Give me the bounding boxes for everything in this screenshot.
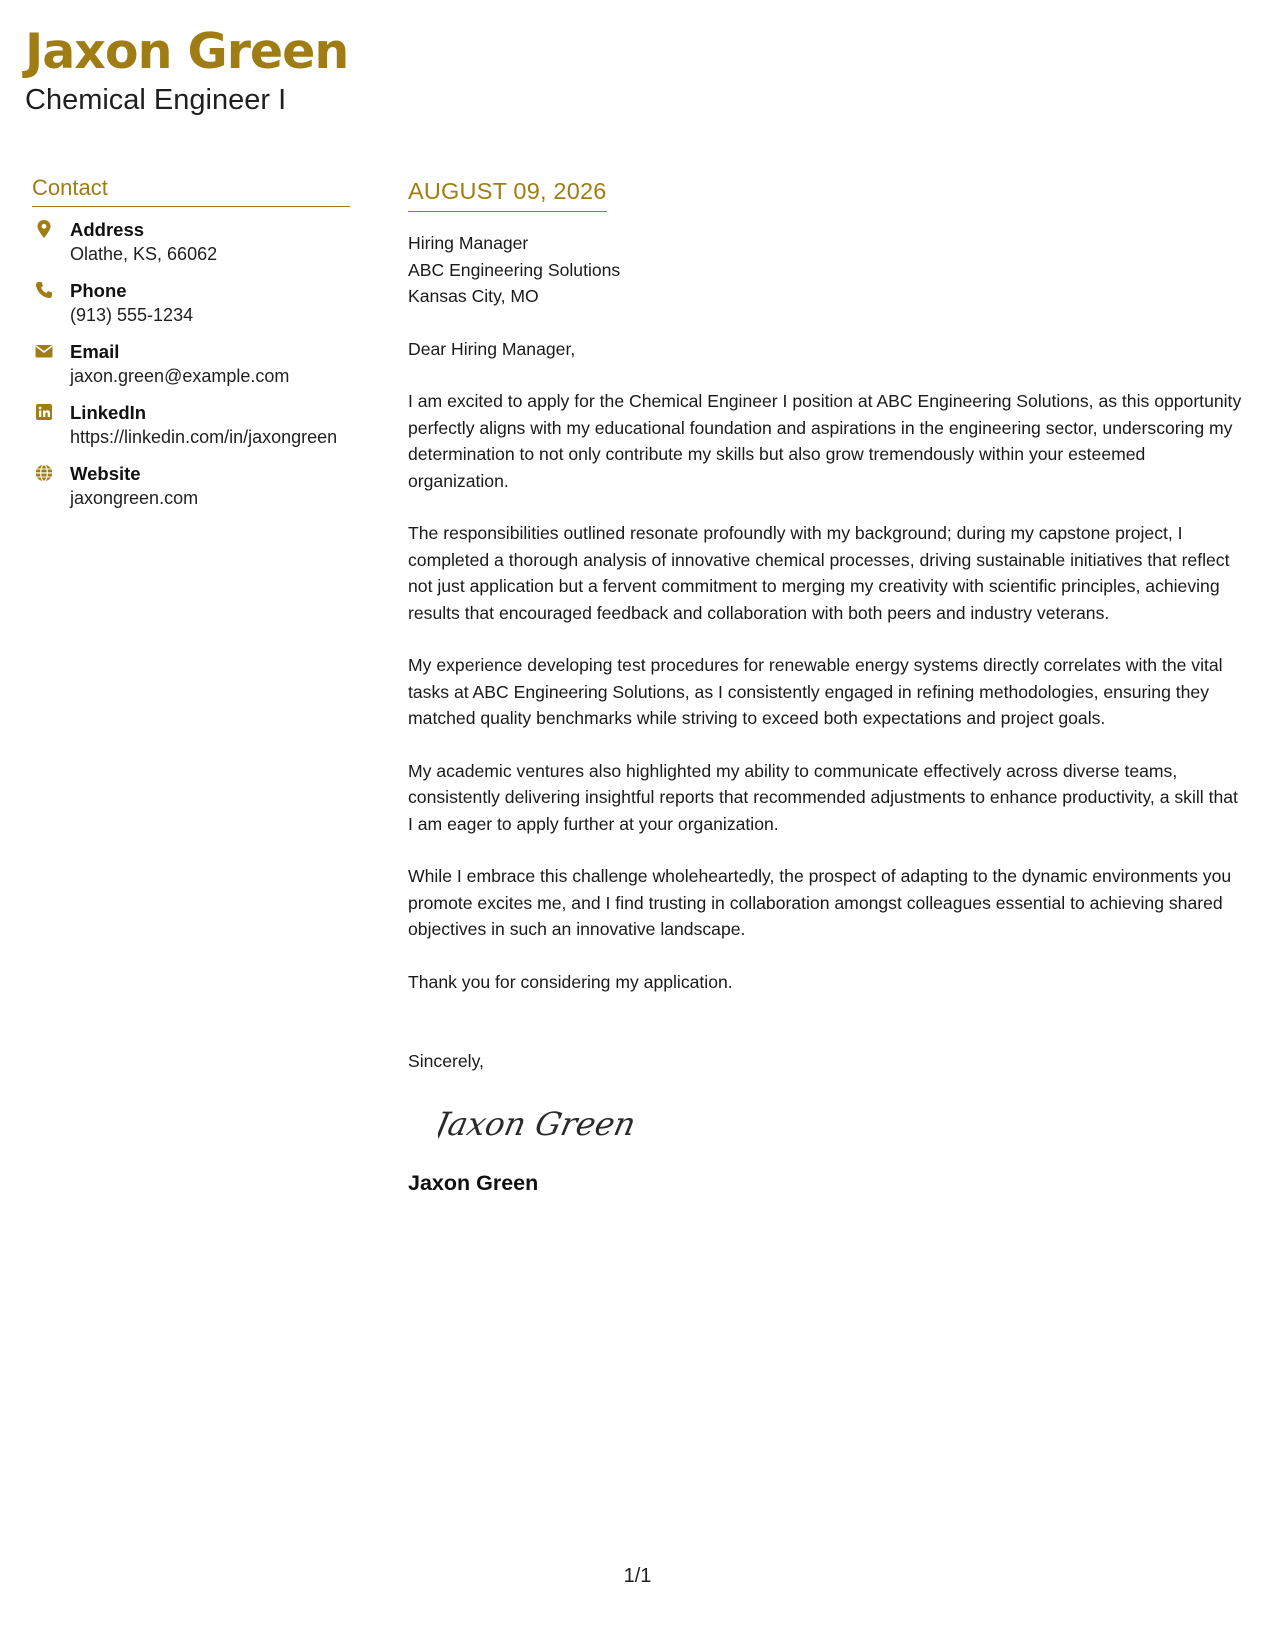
applicant-title: Chemical Engineer I [25, 84, 287, 116]
contact-label: Website [70, 463, 141, 484]
applicant-name: Jaxon Green [25, 23, 349, 80]
recipient-line: Kansas City, MO [408, 286, 539, 306]
contact-item-website [32, 462, 350, 511]
page-number: 1/1 [623, 1565, 652, 1587]
signature-image [438, 1095, 658, 1151]
letter-paragraph: Thank you for considering my application. [408, 971, 733, 992]
closing: Sincerely, [408, 1051, 484, 1071]
letter-paragraph: My experience developing test procedures for renewable energy systems directly correlates with the vital tasks at ABC Engineering Solutions, as I consistently engaged in refining methodologies, ensuring they matched quality benchmarks while striving to exceed both expectations and project goals. [408, 655, 1223, 728]
letter-paragraph: The responsibilities outlined resonate profoundly with my background; during my capstone project, I completed a thorough analysis of innovative chemical processes, driving sustainable initiatives that reflect not just application but a fervent commitment to merging my creativity with scientific principles, achieving results that encouraged feedback and collaboration with both peers and industry veterans. [408, 523, 1230, 623]
contact-value[interactable]: jaxongreen.com [70, 488, 199, 508]
salutation: Dear Hiring Manager, [408, 338, 576, 359]
contact-label: Email [70, 341, 120, 362]
signature-text: Jaxon Green [438, 1104, 640, 1143]
contact-label: Phone [70, 280, 127, 301]
phone-icon [34, 280, 54, 300]
cover-letter-body [408, 176, 1246, 1197]
envelope-icon [34, 341, 54, 361]
contact-value: Olathe, KS, 66062 [70, 244, 218, 264]
linkedin-icon [34, 402, 54, 422]
recipient-line: ABC Engineering Solutions [408, 259, 621, 280]
letter-date: AUGUST 09, 2026 [408, 176, 607, 212]
contact-value: (913) 555-1234 [70, 305, 194, 325]
letter-paragraph: I am excited to apply for the Chemical Engineer I position at ABC Engineering Solutions, as this opportunity perfectly aligns with my educational foundation and aspirations in the engineering sector, underscoring my determination to not only contribute my skills but also grow tremendously within your esteemed organization. [408, 391, 1242, 491]
contact-item-phone [32, 279, 350, 328]
contact-heading: Contact [32, 174, 350, 207]
contact-item-linkedin [32, 401, 350, 450]
globe-icon [34, 463, 54, 483]
recipient-block [408, 230, 1246, 310]
contact-value[interactable]: jaxon.green@example.com [70, 366, 290, 386]
contact-label: LinkedIn [70, 402, 147, 423]
letter-paragraph: My academic ventures also highlighted my ability to communicate effectively across diverse teams, consistently delivering insightful reports that recommended adjustments to enhance productivity, a skill that I am eager to apply further at your organization. [408, 760, 1238, 834]
recipient-line: Hiring Manager [408, 233, 529, 253]
contact-label: Address [70, 219, 145, 240]
map-pin-icon [34, 219, 54, 239]
contact-sidebar [32, 174, 350, 523]
contact-value[interactable]: https://linkedin.com/in/jaxongreen [70, 427, 338, 447]
contact-item-address [32, 218, 350, 267]
resume-header [25, 22, 348, 118]
contact-item-email [32, 340, 350, 389]
signer-name: Jaxon Green [408, 1171, 539, 1195]
letter-paragraph: While I embrace this challenge wholeheartedly, the prospect of adapting to the dynamic environments you promote excites me, and I find trusting in collaboration amongst colleagues essential to achieving shared objectives in such an innovative landscape. [408, 866, 1232, 939]
